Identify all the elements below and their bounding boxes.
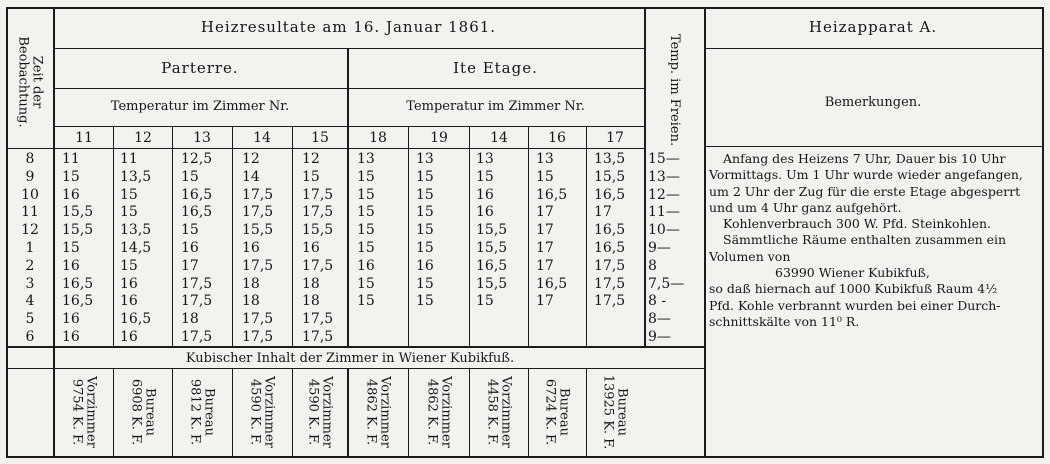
temp-cell: 15 (416, 240, 434, 256)
remarks-header: Bemerkungen. (824, 95, 922, 110)
col-line (113, 126, 114, 346)
volume-cell (306, 370, 333, 454)
table-title: Heizresultate am 16. Januar 1861. (200, 18, 497, 36)
temp-cell: 13,5 (594, 151, 626, 167)
volume-room-name: Bureau (614, 388, 630, 436)
temp-cell: 17 (536, 222, 554, 239)
divider-remarks (704, 7, 706, 458)
temp-cell: 15 (120, 257, 138, 274)
remark-line: Pfd. Kohle verbrannt wurden bei einer Durch- (709, 297, 1001, 313)
hour-cell: 12 (21, 222, 39, 239)
temp-cell: 16 (476, 204, 494, 221)
rule-cubic (6, 368, 704, 369)
frame-top (6, 7, 1044, 9)
temp-cell: 17,5 (594, 275, 626, 292)
temp-cell: 15,5 (476, 222, 508, 239)
temp-cell: 15 (62, 168, 80, 185)
temp-cell: 16,5 (536, 275, 568, 292)
temp-cell: 18 (302, 275, 320, 292)
temp-cell: 16 (62, 329, 80, 345)
outside-temp-cell: 9— (648, 329, 671, 345)
temp-cell: 17,5 (302, 257, 334, 274)
temp-cell: 15 (416, 293, 434, 310)
temp-cell: 11 (120, 151, 138, 167)
temp-cell: 15,5 (302, 222, 334, 239)
col-line (172, 368, 173, 456)
outside-temp-cell: 7,5— (648, 275, 685, 292)
room-number: 17 (606, 130, 624, 146)
remark-line: um 2 Uhr der Zug für die erste Etage abgesperrt (709, 183, 1021, 199)
volume-cell (425, 370, 452, 454)
temp-cell: 16,5 (181, 204, 213, 221)
temp-cell: 14,5 (120, 240, 152, 256)
divider-floors-lower (347, 368, 349, 456)
temp-cell: 18 (242, 293, 260, 310)
temp-cell: 17,5 (302, 329, 334, 345)
rule-templabel (53, 126, 644, 127)
remark-line: 63990 Wiener Kubikfuß, (775, 265, 930, 281)
volume-value: 9812 K. F. (188, 378, 203, 446)
temp-cell: 15 (357, 186, 375, 203)
volume-room-name: Bureau (556, 388, 572, 436)
temp-cell: 13 (416, 151, 434, 167)
outside-temp-cell: 11— (648, 204, 680, 221)
volume-value: 13925 K. F. (601, 374, 616, 450)
volume-value: 4590 K. F. (248, 378, 263, 446)
col-line (408, 368, 409, 456)
rule-floors (53, 88, 644, 89)
hour-cell: 11 (21, 204, 39, 221)
temp-cell: 15,5 (62, 204, 94, 221)
col-line (586, 126, 587, 346)
room-number: 15 (311, 130, 329, 146)
temp-cell: 16,5 (594, 186, 626, 203)
frame-left (6, 7, 8, 458)
col-line (113, 368, 114, 456)
rule-apparatus (704, 48, 1042, 49)
rule-head-remarks (704, 146, 1042, 147)
temp-cell: 16 (357, 257, 375, 274)
outside-temp-cell: 10— (648, 222, 680, 239)
outside-temp-cell: 8 (648, 257, 657, 274)
remark-line: Volumen von (709, 248, 791, 264)
temp-cell: 15 (120, 186, 138, 203)
temp-cell: 15 (416, 222, 434, 239)
temp-cell: 12 (242, 151, 260, 167)
temp-cell: 16,5 (476, 257, 508, 274)
temp-cell: 17,5 (302, 186, 334, 203)
hour-cell: 5 (25, 311, 35, 328)
temp-cell: 18 (181, 311, 199, 328)
volume-cell (129, 370, 156, 454)
divider-floors (347, 48, 349, 346)
room-temp-label-ground: Temperatur im Zimmer Nr. (110, 99, 290, 114)
temp-cell: 17,5 (302, 204, 334, 221)
temp-cell: 17 (536, 293, 554, 310)
col-line (292, 368, 293, 456)
temp-cell: 15 (416, 186, 434, 203)
volume-cell (188, 370, 215, 454)
temp-cell: 16 (120, 293, 138, 310)
temp-cell: 17,5 (594, 293, 626, 310)
hour-cell: 9 (25, 168, 35, 185)
hour-cell: 2 (25, 257, 35, 274)
temp-cell: 16 (181, 240, 199, 256)
volume-room-name: Bureau (142, 388, 158, 436)
temp-cell: 15 (476, 168, 494, 185)
room-number: 16 (548, 130, 566, 146)
volume-room-name: Vorzimmer (377, 376, 393, 448)
temp-cell: 16 (120, 329, 138, 345)
hour-cell: 10 (21, 186, 39, 203)
temp-cell: 15 (416, 204, 434, 221)
cubic-header: Kubischer Inhalt der Zimmer in Wiener Kubikfuß. (185, 351, 515, 366)
temp-cell: 15 (181, 222, 199, 239)
temp-cell: 13,5 (120, 168, 152, 185)
room-number: 14 (490, 130, 508, 146)
temp-cell: 16 (62, 311, 80, 328)
volume-room-name: Vorzimmer (83, 376, 99, 448)
temp-cell: 15 (357, 222, 375, 239)
temp-cell: 18 (242, 275, 260, 292)
temp-cell: 13 (357, 151, 375, 167)
room-number: 11 (75, 130, 93, 146)
temp-cell: 16,5 (62, 293, 94, 310)
temp-cell: 17,5 (242, 311, 274, 328)
temp-cell: 16,5 (594, 222, 626, 239)
temp-cell: 12 (302, 151, 320, 167)
volume-cell (601, 370, 628, 454)
volume-cell (364, 370, 391, 454)
divider-outside (644, 7, 646, 347)
time-column-header: Zeit der Beobachtung. (16, 36, 45, 128)
col-line (469, 126, 470, 346)
volume-cell (248, 370, 275, 454)
floor-first-label: Ite Etage. (453, 59, 538, 77)
floor-ground-label: Parterre. (161, 59, 239, 77)
room-number: 12 (134, 130, 152, 146)
col-line (469, 368, 470, 456)
room-number: 19 (430, 130, 448, 146)
temp-cell: 16 (302, 240, 320, 256)
temp-cell: 15,5 (62, 222, 94, 239)
apparatus-title: Heizapparat A. (808, 18, 938, 36)
volume-value: 4862 K. F. (364, 378, 379, 446)
remark-line: Sämmtliche Räume enthalten zusammen ein (723, 232, 1007, 248)
col-line (408, 126, 409, 346)
temp-cell: 17,5 (181, 293, 213, 310)
temp-cell: 17,5 (242, 257, 274, 274)
volume-cell (543, 370, 570, 454)
outside-temp-cell: 12— (648, 186, 680, 203)
temp-cell: 13,5 (120, 222, 152, 239)
col-line (232, 126, 233, 346)
volume-value: 4590 K. F. (306, 378, 321, 446)
volume-room-name: Vorzimmer (438, 376, 454, 448)
remarks-text (709, 151, 1043, 330)
temp-cell: 15 (120, 204, 138, 221)
temp-cell: 16 (242, 240, 260, 256)
volume-value: 4458 K. F. (485, 378, 500, 446)
col-line (528, 368, 529, 456)
col-line (586, 368, 587, 456)
remark-line: schnittskälte von 11⁰ R. (709, 313, 860, 329)
frame-bottom (6, 456, 1044, 458)
temp-cell: 17 (536, 204, 554, 221)
col-line (528, 126, 529, 346)
temp-cell: 15 (302, 168, 320, 185)
temp-cell: 15 (357, 240, 375, 256)
temp-cell: 17,5 (242, 329, 274, 345)
remark-line: Vormittags. Um 1 Uhr wurde wieder angefangen, (709, 167, 1023, 183)
temp-cell: 16 (416, 257, 434, 274)
room-number: 18 (369, 130, 387, 146)
room-number: 14 (253, 130, 271, 146)
temp-cell: 16 (476, 186, 494, 203)
temp-cell: 14 (242, 168, 260, 185)
temp-cell: 17,5 (242, 186, 274, 203)
rule-head-main (6, 148, 644, 149)
outside-temp-cell: 8 - (648, 293, 667, 310)
temp-cell: 15,5 (476, 240, 508, 256)
remark-line: und um 4 Uhr ganz aufgehört. (709, 199, 902, 215)
temp-cell: 16,5 (62, 275, 94, 292)
temp-cell: 17,5 (181, 275, 213, 292)
remark-line: Anfang des Heizens 7 Uhr, Dauer bis 10 Uhr (723, 151, 1006, 166)
temp-cell: 16,5 (120, 311, 152, 328)
volume-value: 4862 K. F. (425, 378, 440, 446)
remark-line: so daß hiernach auf 1000 Kubikfuß Raum 4½ (709, 281, 998, 297)
outside-temp-cell: 15— (648, 151, 680, 167)
temp-cell: 15,5 (594, 168, 626, 185)
temp-cell: 15 (62, 240, 80, 256)
temp-cell: 17,5 (242, 204, 274, 221)
temp-cell: 12,5 (181, 151, 213, 167)
temp-cell: 15 (416, 275, 434, 292)
temp-cell: 17,5 (181, 329, 213, 345)
temp-cell: 15 (181, 168, 199, 185)
outside-temp-cell: 9— (648, 240, 671, 256)
temp-cell: 15,5 (476, 275, 508, 292)
temp-cell: 16 (62, 257, 80, 274)
temp-cell: 17 (181, 257, 199, 274)
col-line (232, 368, 233, 456)
volume-cell (485, 370, 512, 454)
remark-line: Kohlenverbrauch 300 W. Pfd. Steinkohlen. (723, 216, 991, 232)
temp-cell: 13 (536, 151, 554, 167)
hour-cell: 3 (25, 275, 35, 292)
temp-cell: 16 (62, 186, 80, 203)
outside-temp-cell: 13— (648, 168, 680, 185)
hour-cell: 6 (25, 329, 35, 345)
temp-cell: 17,5 (594, 257, 626, 274)
volume-value: 6908 K. F. (129, 378, 144, 446)
temp-cell: 15 (357, 168, 375, 185)
temp-cell: 11 (62, 151, 80, 167)
temp-cell: 15 (536, 168, 554, 185)
volume-value: 6724 K. F. (543, 378, 558, 446)
temp-cell: 15,5 (242, 222, 274, 239)
hour-cell: 1 (25, 240, 35, 256)
temp-cell: 15 (357, 275, 375, 292)
room-number: 13 (193, 130, 211, 146)
hour-cell: 8 (25, 151, 35, 167)
temp-cell: 16 (120, 275, 138, 292)
outside-temp-header: Temp. im Freien. (666, 33, 682, 147)
temp-cell: 15 (357, 293, 375, 310)
temp-cell: 16,5 (181, 186, 213, 203)
temp-cell: 16,5 (594, 240, 626, 256)
temp-cell: 17 (536, 257, 554, 274)
volume-value: 9754 K. F. (70, 378, 85, 446)
temp-cell: 17,5 (302, 311, 334, 328)
volume-room-name: Vorzimmer (319, 376, 335, 448)
temp-cell: 17 (536, 240, 554, 256)
temp-cell: 15 (357, 204, 375, 221)
col-line (172, 126, 173, 346)
volume-room-name: Bureau (201, 388, 217, 436)
temp-cell: 17 (594, 204, 612, 221)
rule-title (53, 48, 644, 49)
temp-cell: 16,5 (536, 186, 568, 203)
col-line (292, 126, 293, 346)
temp-cell: 15 (476, 293, 494, 310)
volume-room-name: Vorzimmer (261, 376, 277, 448)
outside-temp-cell: 8— (648, 311, 671, 328)
volume-room-name: Vorzimmer (498, 376, 514, 448)
temp-cell: 13 (476, 151, 494, 167)
hour-cell: 4 (25, 293, 35, 310)
room-temp-label-first: Temperatur im Zimmer Nr. (406, 99, 585, 114)
temp-cell: 15 (416, 168, 434, 185)
temp-cell: 18 (302, 293, 320, 310)
rule-table-end (6, 346, 704, 348)
volume-cell (70, 370, 97, 454)
